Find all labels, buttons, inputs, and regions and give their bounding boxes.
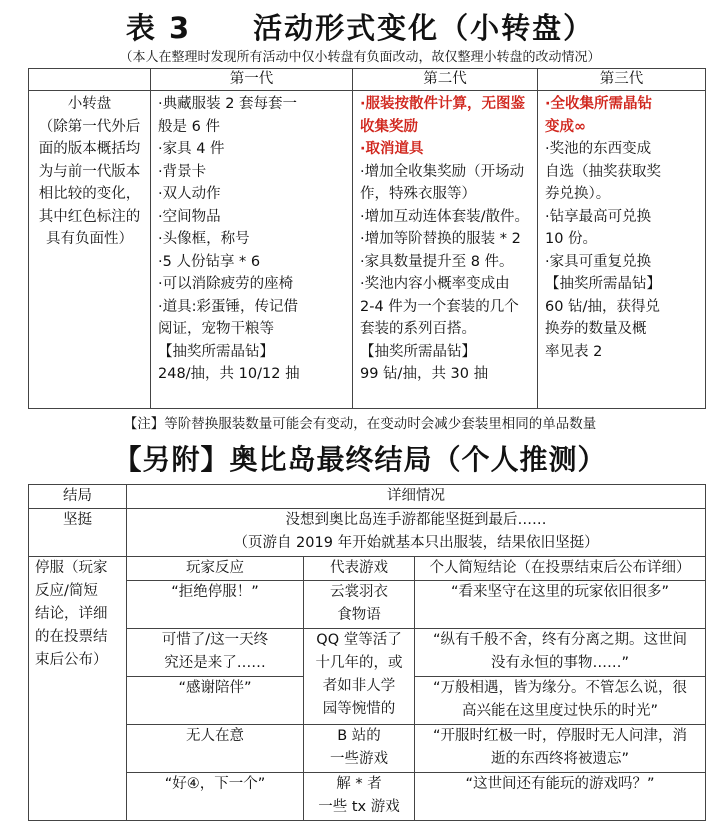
persist-label: 坚挺 — [29, 509, 127, 557]
gen1-line: 【抽奖所需晶钻】 — [158, 343, 274, 360]
game-line: 一些游戏 — [330, 751, 388, 767]
stop-label-line: 反应/简短 — [35, 583, 98, 599]
table3-note: 【注】等阶替换服装数量可能会有变动，在变动时会减少套装里相同的单品数量 — [123, 416, 597, 432]
gen1-line: ·可以消除疲劳的座椅 — [158, 276, 294, 292]
conclusion-line: “万般相遇，皆为缘分。不管怎么说，很 — [433, 680, 688, 696]
gen2-cell — [353, 91, 538, 409]
reaction-line: “好④，下一个” — [164, 776, 266, 792]
gen2-line: ·服装按散件计算，无图鉴 — [360, 96, 526, 112]
gen3-line: 变成∞ — [545, 118, 587, 135]
gen1-line: 阅证，宠物干粮等 — [158, 321, 274, 337]
table3-title: 表 3 活动形式变化（小转盘） — [125, 11, 595, 45]
game-4 — [304, 725, 415, 773]
gen2-line: ·家具数量提升至 8 件。 — [360, 253, 514, 270]
gen2-line: 套装的系列百搭。 — [360, 321, 476, 337]
reaction-line: “拒绝停服！” — [171, 584, 259, 600]
conclusion-4 — [415, 725, 706, 773]
gen2-line: 【抽奖所需晶钻】 — [360, 343, 476, 360]
conclusion-line: 没有永恒的事物……” — [491, 655, 630, 671]
row-label-line: 相比较的变化， — [38, 186, 141, 202]
game-line: 者如非人学 — [322, 678, 396, 694]
gen3-cell — [538, 91, 706, 409]
gen1-line: ·头像框，称号 — [158, 231, 250, 247]
ending-table — [28, 484, 706, 821]
game-1 — [304, 581, 415, 629]
gen3-line: ·家具可重复兑换 — [545, 253, 652, 270]
conclusion-5 — [415, 773, 706, 821]
gen1-line: 248/抽，共 10/12 抽 — [158, 366, 300, 382]
game-qq — [304, 629, 415, 725]
gen1-line: ·背景卡 — [158, 163, 207, 180]
stop-label-line: 停服（玩家 — [35, 560, 108, 576]
gen3-line: 券兑换）。 — [545, 186, 611, 202]
game-line: 园等惋惜的 — [322, 701, 396, 717]
gen3-line: ·全收集所需晶钻 — [545, 96, 653, 112]
conclusion-line: “看来坚守在这里的玩家依旧很多” — [451, 584, 670, 600]
game-line: QQ 堂等活了 — [316, 632, 402, 648]
header-gen2: 第二代 — [353, 69, 538, 91]
conclusion-3 — [415, 677, 706, 725]
gen2-line: 作，特殊衣服等） — [360, 186, 476, 202]
gen3-line: 换券的数量及概 — [545, 321, 647, 337]
gen2-line: ·取消道具 — [360, 141, 424, 157]
row-label-line: 具有负面性） — [46, 231, 133, 247]
gen3-line: 自选（抽奖获取奖 — [545, 163, 661, 180]
reaction-line: “感谢陪伴” — [178, 680, 252, 696]
gen2-line: 收集奖励 — [360, 118, 418, 135]
reaction-4 — [127, 725, 304, 773]
game-line: 解 * 者 — [336, 776, 382, 792]
gen2-line: ·奖池内容小概率变成由 — [360, 276, 510, 292]
game-line: 十几年的，或 — [315, 655, 403, 671]
activity-change-table — [28, 68, 706, 409]
col-reaction: 玩家反应 — [127, 557, 304, 581]
persist-line-1: 没想到奥比岛连手游都能坚挺到最后…… — [285, 512, 547, 528]
gen2-line: ·增加等阶替换的服装 * 2 — [360, 231, 521, 247]
gen3-line: ·奖池的东西变成 — [545, 141, 652, 157]
header-empty — [29, 69, 151, 91]
row-label-line: 小转盘 — [67, 96, 112, 112]
col-game: 代表游戏 — [304, 557, 415, 581]
game-line: B 站的 — [337, 728, 381, 744]
gen1-line: ·5 人份钻享 * 6 — [158, 253, 261, 270]
conclusion-line: 高兴能在这里度过快乐的时光” — [462, 703, 659, 719]
stop-label-line: 的在投票结 — [35, 629, 108, 645]
game-5 — [304, 773, 415, 821]
conclusion-line: “这世间还有能玩的游戏吗？” — [465, 776, 655, 792]
conclusion-line: 逝的东西终将被遗忘” — [491, 751, 630, 767]
game-line: 一些 tx 游戏 — [318, 799, 400, 815]
gen3-line: 【抽奖所需晶钻】 — [545, 276, 661, 292]
conclusion-1 — [415, 581, 706, 629]
row-label-line: 为与前一代版本 — [38, 163, 141, 180]
header-gen1: 第一代 — [151, 69, 353, 91]
conclusion-line: “纵有千般不舍，终有分离之期。这世间 — [433, 632, 688, 648]
row-label-wheel — [29, 91, 151, 409]
gen3-line: 率见表 2 — [545, 343, 603, 360]
reaction-line: 究还是来了…… — [164, 655, 266, 671]
gen2-line: ·增加互动连体套装/散件。 — [360, 208, 529, 225]
gen3-line: 60 钻/抽，获得兑 — [545, 298, 660, 315]
gen1-line: ·道具:彩蛋锤，传记借 — [158, 298, 298, 315]
reaction-1 — [127, 581, 304, 629]
persist-line-2: （页游自 2019 年开始就基本只出服装，结果依旧坚挺） — [233, 535, 599, 551]
gen1-line: ·典藏服装 2 套每套一 — [158, 96, 298, 112]
gen3-line: 10 份。 — [545, 231, 598, 247]
gen2-line: ·增加全收集奖励（开场动 — [360, 163, 525, 180]
reaction-3 — [127, 677, 304, 725]
gen1-line: ·双人动作 — [158, 186, 221, 202]
row-label-line: 其中红色标注的 — [38, 208, 141, 225]
ending-head-label: 结局 — [29, 485, 127, 509]
gen2-line: 99 钻/抽，共 30 抽 — [360, 366, 489, 382]
stop-label-line: 束后公布） — [35, 652, 108, 668]
gen1-line: ·空间物品 — [158, 208, 221, 225]
gen2-line: 2-4 件为一个套装的几个 — [360, 298, 519, 315]
row-label-line: （除第一代外后 — [38, 118, 141, 135]
gen1-line: ·家具 4 件 — [158, 141, 225, 157]
table3-subtitle: （本人在整理时发现所有活动中仅小转盘有负面改动，故仅整理小转盘的改动情况） — [119, 50, 601, 65]
row-label-line: 面的版本概括均 — [38, 141, 141, 157]
game-line: 食物语 — [337, 607, 381, 623]
gen3-line: ·钻享最高可兑换 — [545, 208, 652, 225]
ending-title: 【另附】奥比岛最终结局（个人推测） — [113, 443, 607, 476]
conclusion-line: “开服时红极一时，停服时无人问津，消 — [433, 728, 688, 744]
ending-head-detail: 详细情况 — [127, 485, 706, 509]
reaction-line: 无人在意 — [186, 728, 244, 744]
stop-label — [29, 557, 127, 821]
reaction-2 — [127, 629, 304, 677]
stop-label-line: 结论，详细 — [35, 606, 108, 622]
conclusion-2 — [415, 629, 706, 677]
gen1-line: 般是 6 件 — [158, 118, 220, 135]
persist-detail — [127, 509, 706, 557]
reaction-5 — [127, 773, 304, 821]
reaction-line: 可惜了/这一天终 — [161, 632, 269, 648]
col-conclusion: 个人简短结论（在投票结束后公布详细） — [415, 557, 706, 581]
header-gen3: 第三代 — [538, 69, 706, 91]
gen1-cell — [151, 91, 353, 409]
game-line: 云裳羽衣 — [330, 584, 388, 600]
